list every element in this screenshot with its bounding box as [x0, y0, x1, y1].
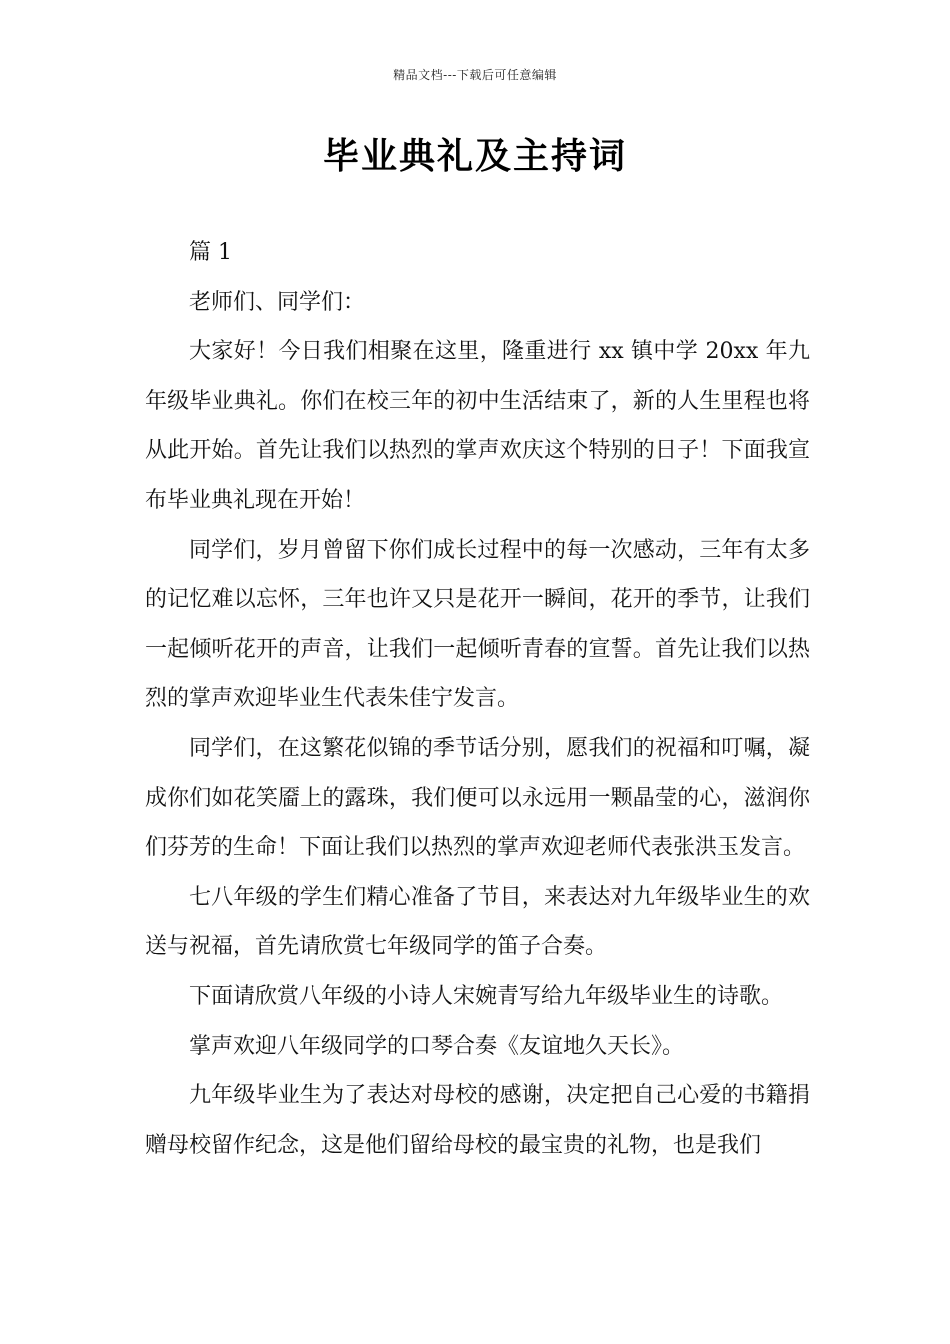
paragraph: 九年级毕业生为了表达对母校的感谢，决定把自己心爱的书籍捐赠母校留作纪念，这是他们留给母校的最宝贵的礼物，也是我们	[145, 1083, 810, 1158]
header-note: 精品文档---下载后可任意编辑	[393, 68, 557, 82]
paragraph: 同学们，在这繁花似锦的季节话分别，愿我们的祝福和叮嘱，凝成你们如花笑靥上的露珠，我们便可以永远用一颗晶莹的心，滋润你们芬芳的生命！下面让我们以热烈的掌声欢迎老师代表张洪玉发言。	[145, 735, 810, 861]
document-title: 毕业典礼及主持词	[322, 136, 627, 177]
paragraph: 掌声欢迎八年级同学的口琴合奏《友谊地久天长》。	[189, 1033, 685, 1059]
document-body	[145, 228, 810, 1170]
paragraph: 七八年级的学生们精心准备了节目，来表达对九年级毕业生的欢送与祝福，首先请欣赏七年级同学的笛子合奏。	[145, 884, 810, 960]
paragraph: 同学们，岁月曾留下你们成长过程中的每一次感动，三年有太多的记忆难以忘怀，三年也许又只是花开一瞬间，花开的季节，让我们一起倾听花开的声音，让我们一起倾听青春的宣誓。首先让我们以热烈的掌声欢迎毕业生代表朱佳宁发言。	[145, 537, 810, 712]
salutation: 老师们、同学们：	[189, 289, 366, 315]
paragraph: 下面请欣赏八年级的小诗人宋婉青写给九年级毕业生的诗歌。	[189, 983, 784, 1009]
paragraph: 大家好！今日我们相聚在这里，隆重进行 xx 镇中学 20xx 年九年级毕业典礼。你们在校三年的初中生活结束了，新的人生里程也将从此开始。首先让我们以热烈的掌声欢庆这个特别的日子！下面我宣布毕业典礼现在开始！	[145, 339, 810, 513]
section-label: 篇 1	[189, 240, 232, 265]
